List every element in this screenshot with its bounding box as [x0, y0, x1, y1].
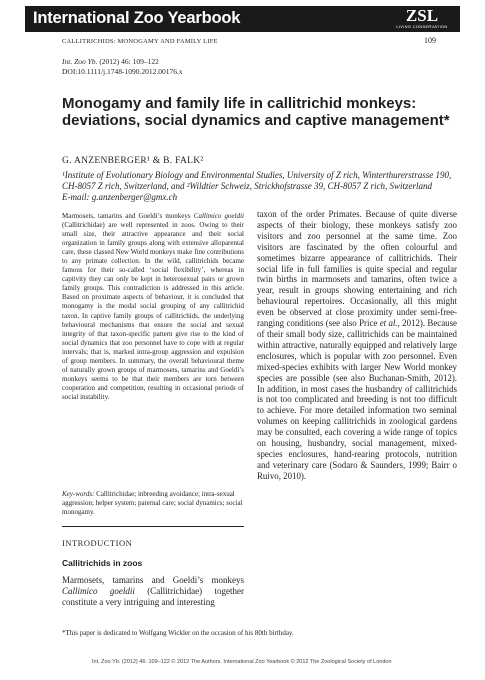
- abstract-lead: Marmosets, tamarins and Goeldi’s monkeys: [62, 212, 194, 220]
- email: E-mail: g.anzenberger@gmx.ch: [62, 192, 178, 202]
- right-col-part1: taxon of the order Primates. Because of quite diverse aspects of their biology, these monkeys satisfy zoo visitors and zoo personnel at the same time. Zoo visitors are fascinated by the often colourful and sometimes bizarre appearance of callitrichids. Their social life in full families is quite special and regular twin births in marmosets and tamarins, often twice a year, result in groups showing entertaining and rich behavioural repertoires. Occasionally, all this might even be observed at close proximity under semi-free-ranging conditions (see also Price: [257, 209, 457, 329]
- journal-abbrev: Int. Zoo Yb.: [62, 57, 98, 66]
- volume-pages: (2012) 46: 109–122: [99, 57, 159, 66]
- keywords: [62, 490, 244, 517]
- subsection-heading: Callitrichids in zoos: [62, 558, 143, 568]
- logo-text: ZSL: [405, 6, 439, 25]
- footnote: *This paper is dedicated to Wolfgang Wickler on the occasion of his 80th birthday.: [62, 629, 294, 637]
- abstract: [62, 212, 244, 402]
- abstract-body: (Callitrichidae) are well represented in zoos. Owing to their small size, their attractive appearance and their social organization in family groups along with extensive alloparental care, these classed New World monkeys make fine contributions to any primate collection. In the wild, callitrichids became famous for their so-called ‘social flexibility’, whereas in captivity they can only be kept in heterosexual pairs or grown family groups. This contradiction is addressed in this article. Based on proximate aspects of behaviour, it is concluded that monogamy is the modal social grouping of any callitrichid taxon. In captive family groups of callitrichids, the underlying behavioural mechanisms that ensure the social and sexual integrity of that taxon-specific pattern give rise to the kind of social dynamics that zoo personnel have to cope with at regular intervals; that is, marked intra-group aggression and expulsion of group members. In summary, the overall behavioural theme of naturally grown groups of marmosets, tamarins and Goeldi’s monkeys seems to be that their members are torn between cooperation and competition, resulting in occasional periods of social instability.: [62, 221, 244, 401]
- abstract-species: Callimico goeldii: [193, 212, 244, 220]
- abstract-divider: [62, 526, 244, 527]
- section-heading-introduction: INTRODUCTION: [62, 538, 133, 548]
- right-col-etal: et al.: [379, 318, 398, 329]
- affiliations: [62, 170, 462, 203]
- intro-paragraph: [62, 575, 244, 608]
- intro-body: (Callitrichidae) together constitute a very intriguing and interesting: [62, 585, 244, 607]
- affiliation-text: ¹Institute of Evolutionary Biology and Environmental Studies, University of Z rich, Winterthurerstrasse 190, CH-8057 Z rich, Switzerland, and ²Wildtier Schweiz, Strickhofstrasse 39, CH-8057 Z rich, Switzerland: [62, 170, 452, 191]
- doi: DOI:10.1111/j.1748-1090.2012.00176.x: [62, 67, 183, 76]
- authors: G. ANZENBERGER¹ & B. FALK²: [62, 156, 204, 166]
- keywords-text: Callitrichidae; inbreeding avoidance; intra-sexual aggression; helper system; paternal care; social dynamics; social monogamy.: [62, 490, 243, 516]
- journal-banner: [25, 6, 460, 32]
- logo-subtext: LIVING CONSERVATION: [396, 24, 448, 29]
- keywords-label: Key-words:: [62, 490, 95, 498]
- intro-lead: Marmosets, tamarins and Goeldi’s monkeys: [62, 575, 244, 585]
- right-col-part2: , 2012). Because of their small body size, callitrichids can be maintained within attractive, naturally equipped and relatively large enclosures, which is popular with zoo personnel. Even mixed-species exhibits with larger New World monkey species are possible (see also Buchanan-Smith, 2012). In addition, in most cases the husbandry of callitrichids is not too complicated and breeding is not too difficult to achieve. For more detailed information two seminal volumes on keeping callitrichids in zoological gardens may be consulted, each covering a wide range of topics on housing, husbandry, social management, mixed-species enclosures, hand-rearing protocols, nutrition and veterinary care (Sodaro & Saunders, 1999; Bairr o Ruivo, 2010).: [257, 318, 457, 481]
- running-head: CALLITRICHIDS: MONOGAMY AND FAMILY LIFE: [62, 38, 218, 45]
- citation: [62, 57, 183, 77]
- citation-line: [62, 57, 183, 67]
- journal-title: International Zoo Yearbook: [33, 9, 241, 27]
- article-title: Monogamy and family life in callitrichid monkeys: deviations, social dynamics and captive management*: [62, 95, 450, 129]
- intro-species: Callimico goeldii: [62, 585, 135, 596]
- page-number: 109: [424, 36, 436, 45]
- page-footer: Int. Zoo Yb. (2012) 46: 109–122 © 2012 The Authors. International Zoo Yearbook © 2012 The Zoological Society of London: [92, 659, 392, 665]
- right-column-text: [257, 209, 457, 482]
- zsl-logo: [390, 7, 454, 31]
